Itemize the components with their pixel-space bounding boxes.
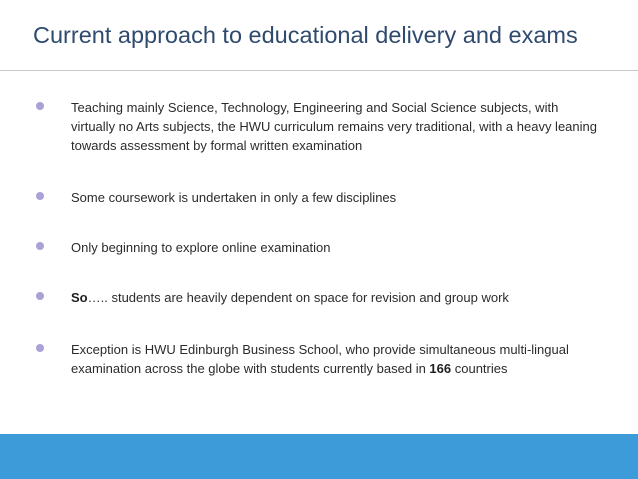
bullet-dot-icon xyxy=(36,292,44,300)
bullet-text xyxy=(71,238,599,257)
bullet-text-part: Some coursework is undertaken in only a few disciplines xyxy=(71,190,397,205)
bullet-dot-icon xyxy=(36,102,44,110)
slide-title: Current approach to educational delivery and exams xyxy=(33,22,578,48)
bullet-text xyxy=(71,340,599,378)
bullet-text-part: ….. students are heavily dependent on space for revision and group work xyxy=(87,290,509,305)
bullet-text xyxy=(71,188,599,207)
title-divider xyxy=(0,70,638,71)
bullet-dot-icon xyxy=(36,344,44,352)
footer-bar xyxy=(0,434,638,479)
bullet-text-part: countries xyxy=(451,361,508,376)
bullet-dot-icon xyxy=(36,242,44,250)
bullet-bold-text: 166 xyxy=(429,361,452,376)
bullet-bold-text: So xyxy=(71,290,88,305)
bullet-text-part: Only beginning to explore online examination xyxy=(71,240,331,255)
bullet-dot-icon xyxy=(36,192,44,200)
bullet-text xyxy=(71,98,599,155)
bullet-text-part: Teaching mainly Science, Technology, Engineering and Social Science subjects, with virtually no Arts subjects, the HWU curriculum remains very traditional, with a heavy leaning towards assessment by formal written examination xyxy=(71,100,597,153)
bullet-text-part: Exception is HWU Edinburgh Business School, who provide simultaneous multi-lingual examination across the globe with students currently based in xyxy=(71,342,569,376)
bullet-text xyxy=(71,288,599,307)
